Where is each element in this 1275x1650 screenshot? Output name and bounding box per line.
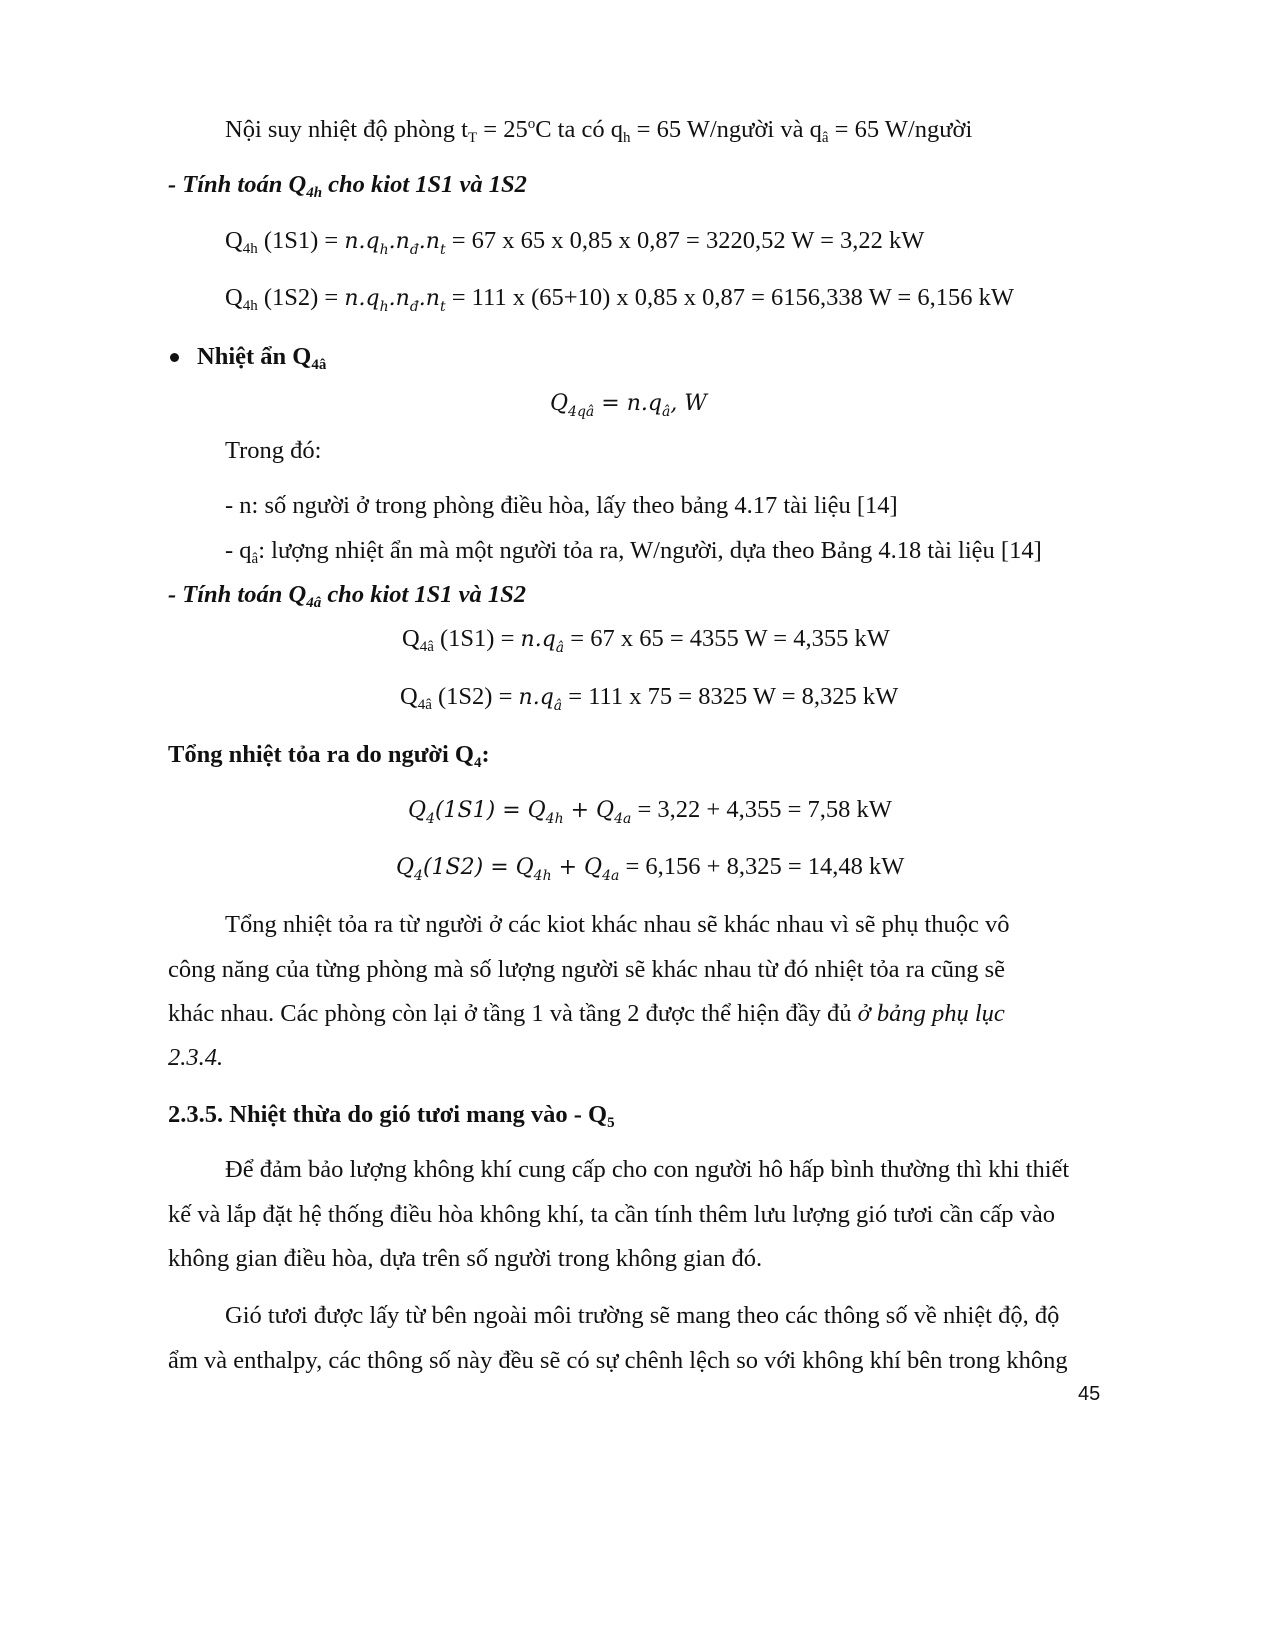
paragraph-3-line-1: Gió tươi được lấy từ bên ngoài môi trường sẽ mang theo các thông số về nhiệt độ, độ [225,1302,1060,1329]
math-var: , W [670,391,707,416]
text-span: : [481,741,490,768]
math-subscript: â [661,404,671,420]
subscript: 4h [306,185,323,201]
text-span: Q [402,625,420,652]
math-var: (1S2) = [422,855,516,880]
text-span: = 6,156 + 8,325 = 14,48 kW [619,853,905,880]
subscript: 4h [242,241,258,257]
subscript: 4â [306,595,322,611]
subscript: 5 [607,1115,615,1131]
formula-q4qa [550,388,707,421]
math-operator: + [563,798,597,823]
text-span: (1S1) = [257,227,345,254]
text-span: - Tính toán Q [168,581,307,608]
text-span: Q [225,227,243,254]
text-span: = 111 x (65+10) x 0,85 x 0,87 = 6156,338 W = 6,156 kW [445,284,1014,311]
math-var: Q [527,798,546,823]
text-span: - q [225,537,252,564]
math-operator: + [551,855,585,880]
text-span: (1S1) = [433,625,521,652]
equation-q4a-1s1 [402,624,890,657]
math-var: n [518,685,533,710]
subscript: 4â [419,639,434,655]
equation-q4h-1s2 [225,283,1014,316]
text-span: Q [400,683,418,710]
definition-qa [225,536,1042,569]
math-var: Q [408,798,427,823]
math-dot: . [388,286,396,311]
text-span: 2.3.5. Nhiệt thừa do gió tươi mang vào - Q [168,1101,608,1128]
text-span: Q [225,284,243,311]
math-var: q [647,391,662,416]
text-span: khác nhau. Các phòng còn lại ở tầng 1 và tầng 2 được thể hiện đầy đủ [168,1000,858,1027]
equation-q4a-1s2 [400,682,898,715]
definition-n: - n: số người ở trong phòng điều hòa, lấy theo bảng 4.17 tài liệu [14] [225,492,898,519]
math-var: n [344,286,359,311]
math-subscript: â [555,640,565,656]
subscript: â [251,551,259,567]
math-var: n [344,229,359,254]
math-subscript: h [379,299,389,315]
subscript: 4â [311,357,327,373]
equation-q4-1s1 [408,795,892,828]
math-subscript: đ [409,242,419,258]
subheading-q4a [168,580,526,613]
text-line-interpolation [225,115,972,148]
math-subscript: 4 [414,868,423,884]
math-subscript: 4qâ [568,404,595,420]
subscript: 4 [473,755,482,771]
math-var: q [541,627,556,652]
text-span: Nhiệt ẩn Q [197,343,312,370]
paragraph-1-line-1: Tổng nhiệt tỏa ra từ người ở các kiot khác nhau sẽ khác nhau vì sẽ phụ thuộc vô [225,911,1010,938]
text-span: = 67 x 65 = 4355 W = 4,355 kW [564,625,890,652]
math-var: Q [515,855,534,880]
superscript: o [527,116,536,132]
text-span: = 111 x 75 = 8325 W = 8,325 kW [562,683,899,710]
paragraph-2-line-2: kế và lắp đặt hệ thống điều hòa không khí, ta cần tính thêm lưu lượng gió tươi cần cấp vào [168,1201,1055,1228]
subscript: â [821,130,829,146]
math-subscript: â [553,698,563,714]
bullet-heading-latent-heat [197,342,326,375]
math-var: Q [550,391,569,416]
math-dot: . [534,627,542,652]
subscript: 4â [417,697,432,713]
paragraph-2-line-1: Để đảm bảo lượng không khí cung cấp cho con người hô hấp bình thường thì khi thiết [225,1156,1070,1183]
math-dot: . [640,391,648,416]
math-dot: . [418,229,426,254]
page-number: 45 [1078,1383,1101,1405]
math-var: n [425,229,440,254]
math-var: q [539,685,554,710]
paragraph-2-line-3: không gian điều hòa, dựa trên số người trong không gian đó. [168,1245,763,1272]
text-span: = 67 x 65 x 0,85 x 0,87 = 3220,52 W = 3,22 kW [445,227,925,254]
text-span: (1S2) = [431,683,519,710]
math-dot: . [358,286,366,311]
heading-total-heat-q4 [168,740,490,773]
paragraph-1-line-4: 2.3.4. [168,1044,224,1071]
math-var: n [395,229,410,254]
math-var: Q [584,855,603,880]
subheading-q4h [168,170,527,203]
subscript: 4h [242,298,258,314]
text-span: = 25 [477,116,528,143]
equation-q4h-1s1 [225,226,924,259]
text-span: C ta có q [535,116,623,143]
text-span: Nội suy nhiệt độ phòng t [225,116,468,143]
paragraph-1-line-2: công năng của từng phòng mà số lượng người sẽ khác nhau từ đó nhiệt tỏa ra cũng sẽ [168,956,1005,983]
math-var: Q [396,855,415,880]
math-operator: = [594,391,627,416]
italic-reference: ở bảng phụ lục [857,1000,1005,1027]
text-span: Tổng nhiệt tỏa ra do người Q [168,741,474,768]
math-dot: . [388,229,396,254]
math-var: n [395,286,410,311]
math-var: (1S1) = [434,798,528,823]
text-span: cho kiot 1S1 và 1S2 [322,171,527,198]
bullet-dot-icon [170,353,179,362]
math-var: Q [596,798,615,823]
math-subscript: t [439,242,446,258]
text-trong-do: Trong đó: [225,437,322,464]
math-dot: . [532,685,540,710]
math-subscript: 4h [533,868,552,884]
text-span: - Tính toán Q [168,171,307,198]
subscript: T [467,130,478,146]
math-var: n [425,286,440,311]
math-var: n [520,627,535,652]
math-subscript: 4a [614,811,632,827]
math-dot: . [418,286,426,311]
text-span: cho kiot 1S1 và 1S2 [321,581,527,608]
text-span: : lượng nhiệt ẩn mà một người tỏa ra, W/người, dựa theo Bảng 4.18 tài liệu [14] [258,537,1042,564]
section-heading-2-3-5 [168,1100,615,1133]
paragraph-3-line-2: ẩm và enthalpy, các thông số này đều sẽ có sự chênh lệch so với không khí bên trong không [168,1347,1068,1374]
math-subscript: 4 [426,811,435,827]
text-span: = 3,22 + 4,355 = 7,58 kW [631,796,892,823]
math-var: q [365,229,380,254]
math-dot: . [358,229,366,254]
math-var: n [626,391,641,416]
equation-q4-1s2 [396,852,904,885]
paragraph-1-line-3 [168,999,1005,1029]
math-subscript: t [439,299,446,315]
math-subscript: 4h [545,811,564,827]
text-span: = 65 W/người và q [630,116,822,143]
math-subscript: đ [409,299,419,315]
text-span: = 65 W/người [828,116,973,143]
text-span: (1S2) = [257,284,345,311]
math-subscript: h [379,242,389,258]
math-var: q [365,286,380,311]
math-subscript: 4a [602,868,620,884]
subscript: h [623,130,631,146]
